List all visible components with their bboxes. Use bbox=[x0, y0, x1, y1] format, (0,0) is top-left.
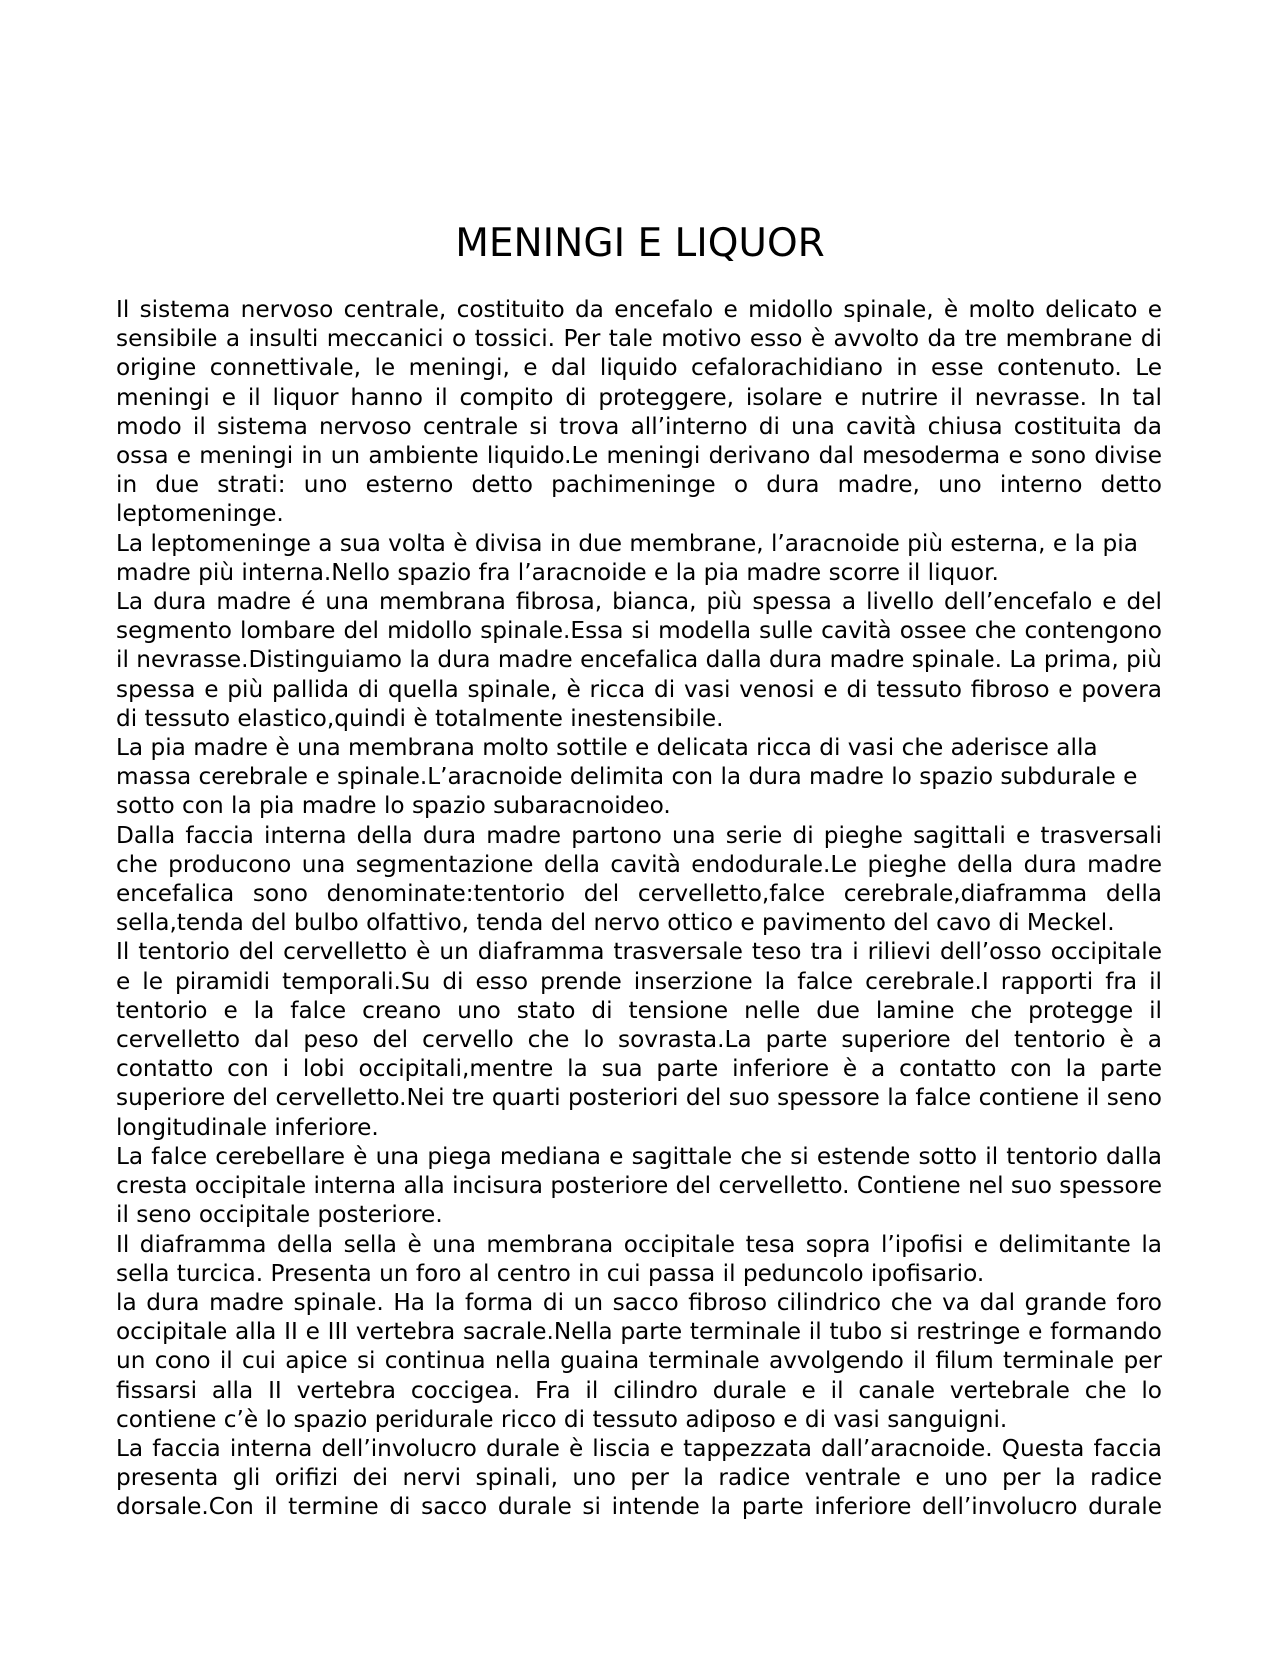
document-body bbox=[116, 295, 1162, 1522]
paragraph-diaframma-sella: Il diaframma della sella è una membrana occipitale tesa sopra l’ipofisi e delimitante la sella turcica. Presenta un foro al centro in cui passa il peduncolo ipofisario. bbox=[116, 1230, 1162, 1287]
document-title: MENINGI E LIQUOR bbox=[455, 221, 825, 266]
paragraph-tentorio: Il tentorio del cervelletto è un diaframma trasversale teso tra i rilievi dell’osso occipitale e le piramidi temporali.Su di esso prende inserzione la falce cerebrale.I rapporti fra il tentorio e la falce creano uno stato di tensione nelle due lamine che protegge il cervelletto dal peso del cervello che lo sovrasta.La parte superiore del tentorio è a contatto con i lobi occipitali,mentre la sua parte inferiore è a contatto con la parte superiore del cervelletto.Nei tre quarti posteriori del suo spessore la falce contiene il seno longitudinale inferiore. bbox=[116, 938, 1162, 1141]
paragraph-dura-madre: La dura madre é una membrana fibrosa, bianca, più spessa a livello dell’encefalo e del segmento lombare del midollo spinale.Essa si modella sulle cavità ossee che contengono il nevrasse.Distinguiamo la dura madre encefalica dalla dura madre spinale. La prima, più spessa e più pallida di quella spinale, è ricca di vasi venosi e di tessuto fibroso e povera di tessuto elastico,quindi è totalmente inestensibile. bbox=[116, 588, 1162, 732]
paragraph-faccia-interna: La faccia interna dell’involucro durale è liscia e tappezzata dall’aracnoide. Questa faccia presenta gli orifizi dei nervi spinali, uno per la radice ventrale e uno per la radice dorsale.Con il termine di sacco durale si intende la parte inferiore dell’involucro durale bbox=[116, 1434, 1162, 1521]
paragraph-pieghe: Dalla faccia interna della dura madre partono una serie di pieghe sagittali e trasversali che producono una segmentazione della cavità endodurale.Le pieghe della dura madre encefalica sono denominate:tentorio del cervelletto,falce cerebrale,diaframma della sella,tenda del bulbo olfattivo, tenda del nervo ottico e pavimento del cavo di Meckel. bbox=[116, 821, 1162, 937]
paragraph-dura-spinale: la dura madre spinale. Ha la forma di un sacco fibroso cilindrico che va dal grande foro occipitale alla II e III vertebra sacrale.Nella parte terminale il tubo si restringe e formando un cono il cui apice si continua nella guaina terminale avvolgendo il filum terminale per fissarsi alla II vertebra coccigea. Fra il cilindro durale e il canale vertebrale che lo contiene c’è lo spazio peridurale ricco di tessuto adiposo e di vasi sanguigni. bbox=[116, 1288, 1162, 1433]
paragraph-pia-madre: La pia madre è una membrana molto sottile e delicata ricca di vasi che aderisce alla massa cerebrale e spinale.L’aracnoide delimita con la dura madre lo spazio subdurale e sotto con la pia madre lo spazio subaracnoideo. bbox=[116, 734, 1138, 820]
paragraph-leptomeninge: La leptomeninge a sua volta è divisa in due membrane, l’aracnoide più esterna, e la pia madre più interna.Nello spazio fra l’aracnoide e la pia madre scorre il liquor. bbox=[116, 529, 1138, 586]
paragraph-intro: Il sistema nervoso centrale, costituito da encefalo e midollo spinale, è molto delicato e sensibile a insulti meccanici o tossici. Per tale motivo esso è avvolto da tre membrane di origine connettivale, le meningi, e dal liquido cefalorachidiano in esse contenuto. Le meningi e il liquor hanno il compito di proteggere, isolare e nutrire il nevrasse. In tal modo il sistema nervoso centrale si trova all’interno di una cavità chiusa costituita da ossa e meningi in un ambiente liquido.Le meningi derivano dal mesoderma e sono divise in due strati: uno esterno detto pachimeninge o dura madre, uno interno detto leptomeninge. bbox=[116, 296, 1162, 528]
paragraph-falce-cerebellare: La falce cerebellare è una piega mediana e sagittale che si estende sotto il tentorio dalla cresta occipitale interna alla incisura posteriore del cervelletto. Contiene nel suo spessore il seno occipitale posteriore. bbox=[116, 1142, 1162, 1229]
